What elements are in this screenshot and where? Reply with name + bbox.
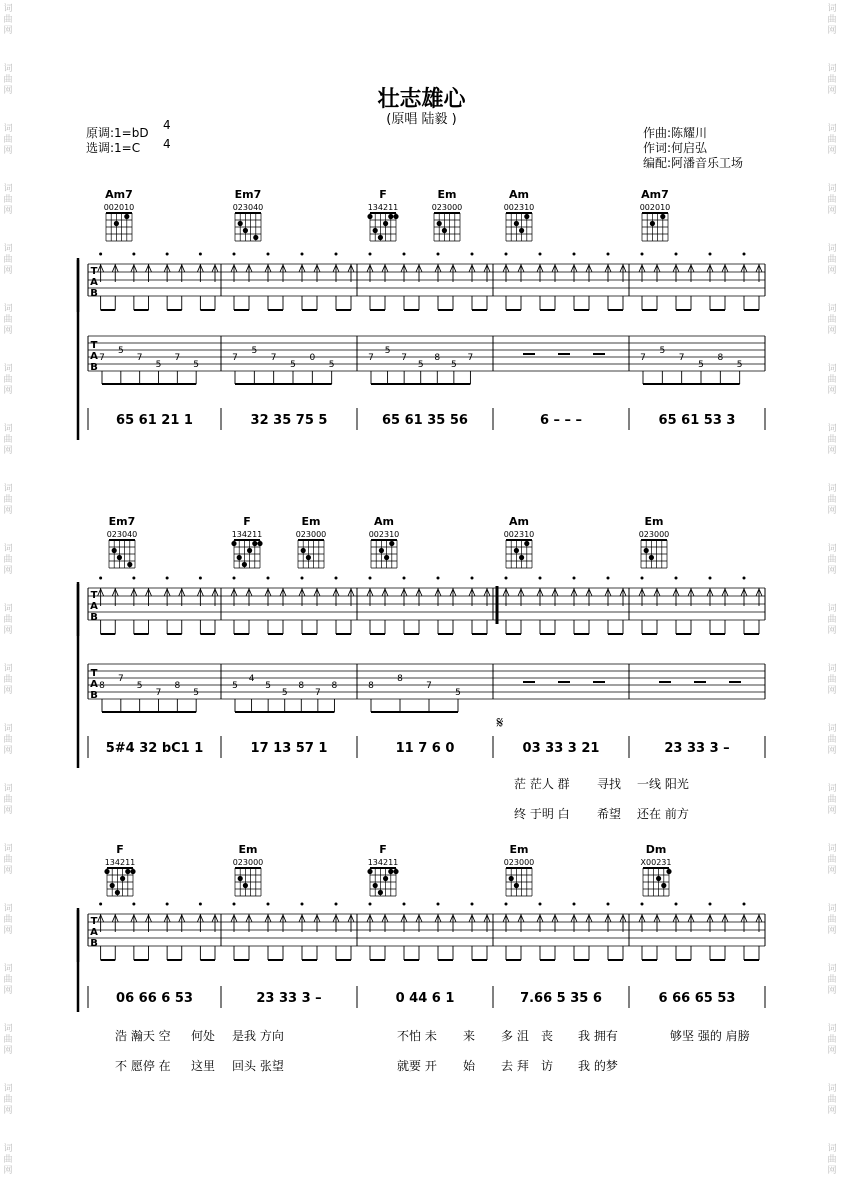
tab-fret-number: 5 <box>193 688 200 698</box>
tab-clef: A <box>90 351 98 362</box>
lyric-text: 不 愿停 在 <box>115 1059 171 1073</box>
accent-dot <box>505 903 508 906</box>
watermark-text: 词 曲 网 <box>827 4 837 36</box>
tab-clef: B <box>90 938 98 949</box>
jianpu-notes: 03 33 3 21 <box>522 741 600 756</box>
chord-dot <box>388 214 393 219</box>
chord-dot <box>112 548 117 553</box>
chord-dot <box>367 214 372 219</box>
segno-sign: 𝄋 <box>496 713 504 732</box>
lyric-text: 不怕 未 <box>397 1029 437 1043</box>
tab-fret-number: 5 <box>251 346 258 356</box>
chord-name: Am <box>509 515 529 528</box>
accent-dot <box>132 253 135 256</box>
accent-dot <box>505 253 508 256</box>
chord-dot <box>117 555 122 560</box>
accent-dot <box>675 253 678 256</box>
chord-dot <box>110 883 115 888</box>
jianpu-notes: 0 44 6 1 <box>395 991 455 1006</box>
watermark-text: 词 曲 网 <box>827 244 837 276</box>
accent-dot <box>132 903 135 906</box>
accent-dot <box>539 903 542 906</box>
tab-fret-number: 5 <box>328 360 335 370</box>
chord-fingering: 023040 <box>232 203 264 212</box>
accent-dot <box>403 577 406 580</box>
accent-dot <box>199 903 202 906</box>
chord-name: Em <box>238 843 258 856</box>
watermark-text: 词 曲 网 <box>3 904 13 936</box>
lyric-text: 回头 张望 <box>232 1059 284 1073</box>
jianpu-notes: 65 61 53 3 <box>658 413 736 428</box>
watermark-text: 词 曲 网 <box>827 664 837 696</box>
accent-dot <box>132 577 135 580</box>
time-signature-bottom: 4 <box>163 137 171 151</box>
chord-name: Am7 <box>641 188 669 201</box>
accent-dot <box>743 903 746 906</box>
accent-dot <box>709 253 712 256</box>
jianpu-notes: 23 33 3 – <box>256 991 322 1006</box>
tab-fret-number: 0 <box>309 353 316 363</box>
tab-fret-number: 8 <box>368 681 374 691</box>
accent-dot <box>437 577 440 580</box>
accent-dot <box>335 253 338 256</box>
watermark-text: 词 曲 网 <box>3 1024 13 1056</box>
accent-dot <box>743 577 746 580</box>
lyric-text: 希望 <box>597 807 622 821</box>
tab-fret-number: 5 <box>384 346 391 356</box>
tab-fret-number: 7 <box>117 674 124 684</box>
watermark-text: 词 曲 网 <box>827 784 837 816</box>
chord-dot <box>247 548 252 553</box>
tab-fret-number: 8 <box>397 674 403 684</box>
chord-fingering: 023000 <box>232 858 264 867</box>
watermark-text: 词 曲 网 <box>827 844 837 876</box>
watermark-text: 词 曲 网 <box>3 364 13 396</box>
lyric-text: 这里 <box>191 1059 216 1073</box>
tab-fret-number: 4 <box>248 674 255 684</box>
watermark-text: 词 曲 网 <box>3 304 13 336</box>
chord-dot <box>130 869 135 874</box>
accent-dot <box>369 903 372 906</box>
lyric-text: 始 <box>463 1059 476 1073</box>
key-selected: 选调:1=C <box>86 141 141 155</box>
watermark-text: 词 曲 网 <box>827 544 837 576</box>
accent-dot <box>199 577 202 580</box>
jianpu-notes: 65 61 21 1 <box>116 413 193 428</box>
accent-dot <box>267 577 270 580</box>
tab-fret-number: 7 <box>314 688 321 698</box>
accent-dot <box>267 903 270 906</box>
accent-dot <box>267 253 270 256</box>
lyric-text: 够坚 强的 肩膀 <box>670 1029 750 1043</box>
chord-dot <box>231 541 236 546</box>
accent-dot <box>301 253 304 256</box>
lyric-text: 丧 <box>541 1029 554 1043</box>
tab-clef: B <box>90 612 98 623</box>
tab-clef: A <box>90 679 98 690</box>
accent-dot <box>709 577 712 580</box>
chord-dot <box>127 562 132 567</box>
accent-dot <box>675 577 678 580</box>
accent-dot <box>743 253 746 256</box>
accent-dot <box>166 577 169 580</box>
chord-dot <box>378 235 383 240</box>
tab-fret-number: 8 <box>298 681 305 691</box>
chord-dot <box>120 876 125 881</box>
chord-fingering: 023040 <box>106 530 138 539</box>
chord-name: F <box>116 843 124 856</box>
jianpu-notes: 11 7 6 0 <box>395 741 455 756</box>
lyric-text: 浩 瀚天 空 <box>115 1029 171 1043</box>
tab-fret-number: 8 <box>717 353 724 363</box>
chord-name: Em <box>509 843 529 856</box>
chord-dot <box>124 214 129 219</box>
accent-dot <box>641 903 644 906</box>
watermark-text: 词 曲 网 <box>3 724 13 756</box>
accent-dot <box>199 253 202 256</box>
key-original: 原调:1=bD <box>86 126 149 140</box>
watermark-text: 词 曲 网 <box>827 1024 837 1056</box>
watermark-text: 词 曲 网 <box>3 184 13 216</box>
chord-name: F <box>243 515 251 528</box>
chord-dot <box>389 541 394 546</box>
chord-dot <box>115 890 120 895</box>
watermark-text: 词 曲 网 <box>3 784 13 816</box>
chord-dot <box>379 548 384 553</box>
tab-fret-number: 5 <box>117 346 124 356</box>
tab-fret-number: 5 <box>136 681 143 691</box>
chord-fingering: 002010 <box>103 203 135 212</box>
jianpu-notes: 06 66 6 53 <box>116 991 193 1006</box>
chord-name: Em7 <box>108 515 136 528</box>
watermark-text: 词 曲 网 <box>827 64 837 96</box>
chord-dot <box>514 548 519 553</box>
chord-dot <box>243 883 248 888</box>
accent-dot <box>505 577 508 580</box>
chord-dot <box>437 221 442 226</box>
chord-dot <box>253 235 258 240</box>
chord-dot <box>656 876 661 881</box>
watermark-text: 词 曲 网 <box>3 544 13 576</box>
jianpu-notes: 23 33 3 – <box>664 741 730 756</box>
lyric-text: 是我 方向 <box>232 1029 284 1043</box>
accent-dot <box>233 577 236 580</box>
watermark-text: 词 曲 网 <box>3 844 13 876</box>
chord-fingering: 023000 <box>503 858 535 867</box>
tab-fret-number: 7 <box>99 353 105 363</box>
accent-dot <box>471 903 474 906</box>
composer: 作曲:陈耀川 <box>643 126 708 140</box>
chord-fingering: 002310 <box>503 203 535 212</box>
jianpu-notes: 6 66 65 53 <box>658 991 736 1006</box>
tab-clef: T <box>90 916 98 927</box>
watermark-text: 词 曲 网 <box>827 184 837 216</box>
accent-dot <box>573 253 576 256</box>
watermark-text: 词 曲 网 <box>3 124 13 156</box>
watermark-text: 词 曲 网 <box>3 484 13 516</box>
chord-fingering: 134211 <box>231 530 263 539</box>
tab-clef: T <box>90 590 98 601</box>
tab-fret-number: 8 <box>331 681 338 691</box>
chord-dot <box>373 883 378 888</box>
tab-fret-number: 7 <box>136 353 143 363</box>
watermark-text: 词 曲 网 <box>3 244 13 276</box>
accent-dot <box>403 253 406 256</box>
chord-dot <box>514 221 519 226</box>
chord-fingering: 134211 <box>367 203 399 212</box>
chord-dot <box>104 869 109 874</box>
tab-fret-number: 7 <box>467 353 474 363</box>
watermark-text: 词 曲 网 <box>827 1084 837 1116</box>
chord-dot <box>242 562 247 567</box>
lyric-text: 就要 开 <box>397 1059 437 1073</box>
tab-fret-number: 5 <box>450 360 457 370</box>
lyric-text: 终 于明 白 <box>514 807 570 821</box>
accent-dot <box>437 903 440 906</box>
chord-dot <box>649 555 654 560</box>
tab-fret-number: 7 <box>155 688 162 698</box>
accent-dot <box>539 253 542 256</box>
tab-clef: A <box>90 277 98 288</box>
chord-dot <box>524 541 529 546</box>
accent-dot <box>99 903 102 906</box>
accent-dot <box>403 903 406 906</box>
jianpu-notes: 65 61 35 56 <box>382 413 468 428</box>
tab-fret-number: 7 <box>270 353 277 363</box>
tab-fret-number: 5 <box>417 360 424 370</box>
accent-dot <box>709 903 712 906</box>
accent-dot <box>233 253 236 256</box>
chord-dot <box>383 876 388 881</box>
lyric-text: 何处 <box>191 1029 216 1043</box>
accent-dot <box>437 253 440 256</box>
accent-dot <box>607 903 610 906</box>
chord-dot <box>252 541 257 546</box>
jianpu-notes: 32 35 75 5 <box>250 413 328 428</box>
chord-dot <box>519 228 524 233</box>
chord-name: Am <box>374 515 394 528</box>
watermark-text: 词 曲 网 <box>827 304 837 336</box>
chord-dot <box>388 869 393 874</box>
chord-fingering: 134211 <box>104 858 136 867</box>
watermark-text: 词 曲 网 <box>827 1144 837 1176</box>
chord-dot <box>509 876 514 881</box>
accent-dot <box>573 903 576 906</box>
chord-dot <box>666 869 671 874</box>
chord-name: Am7 <box>105 188 133 201</box>
lyric-text: 寻找 <box>597 777 622 791</box>
chord-dot <box>650 221 655 226</box>
chord-dot <box>514 883 519 888</box>
time-signature-top: 4 <box>163 118 171 132</box>
tab-fret-number: 7 <box>232 353 238 363</box>
chord-fingering: 023000 <box>295 530 327 539</box>
watermark-text: 词 曲 网 <box>827 964 837 996</box>
accent-dot <box>471 577 474 580</box>
watermark-text: 词 曲 网 <box>3 64 13 96</box>
accent-dot <box>641 577 644 580</box>
accent-dot <box>335 577 338 580</box>
lyric-text: 茫 茫人 群 <box>514 777 570 791</box>
chord-fingering: 023000 <box>638 530 670 539</box>
chord-dot <box>660 214 665 219</box>
lyric-text: 访 <box>541 1059 554 1073</box>
accent-dot <box>233 903 236 906</box>
accent-dot <box>641 253 644 256</box>
chord-dot <box>238 221 243 226</box>
tab-fret-number: 5 <box>155 360 162 370</box>
tab-fret-number: 5 <box>290 360 296 370</box>
watermark-text: 词 曲 网 <box>3 664 13 696</box>
chord-dot <box>306 555 311 560</box>
jianpu-notes: 7.66 5 35 6 <box>520 991 602 1006</box>
tab-fret-number: 7 <box>640 353 646 363</box>
tab-fret-number: 7 <box>401 353 408 363</box>
tab-fret-number: 5 <box>659 346 666 356</box>
lyricist: 作词:何启弘 <box>643 141 708 155</box>
song-subtitle: (原唱 陆毅 ) <box>386 112 457 127</box>
watermark-text: 词 曲 网 <box>827 124 837 156</box>
tab-fret-number: 5 <box>736 360 743 370</box>
chord-dot <box>383 221 388 226</box>
chord-name: F <box>379 843 387 856</box>
jianpu-notes: 6 – – – <box>539 413 583 428</box>
tab-clef: B <box>90 362 98 373</box>
lyric-text: 一线 阳光 <box>637 777 689 791</box>
lyric-text: 来 <box>463 1029 476 1043</box>
chord-dot <box>384 555 389 560</box>
tab-clef: T <box>90 266 98 277</box>
accent-dot <box>99 253 102 256</box>
chord-name: Em <box>644 515 664 528</box>
watermark-text: 词 曲 网 <box>3 964 13 996</box>
tab-fret-number: 5 <box>281 688 288 698</box>
tab-fret-number: 8 <box>99 681 105 691</box>
tab-fret-number: 5 <box>698 360 704 370</box>
watermark-text: 词 曲 网 <box>3 604 13 636</box>
tab-fret-number: 5 <box>193 360 200 370</box>
chord-dot <box>661 883 666 888</box>
chord-dot <box>378 890 383 895</box>
watermark-text: 词 曲 网 <box>3 1084 13 1116</box>
chord-dot <box>519 555 524 560</box>
accent-dot <box>301 577 304 580</box>
tab-clef: B <box>90 690 98 701</box>
chord-fingering: 002310 <box>368 530 400 539</box>
accent-dot <box>539 577 542 580</box>
chord-fingering: 002010 <box>639 203 671 212</box>
chord-name: Am <box>509 188 529 201</box>
watermark-text: 词 曲 网 <box>3 4 13 36</box>
tab-fret-number: 8 <box>434 353 441 363</box>
chord-name: Em <box>301 515 321 528</box>
tab-fret-number: 7 <box>368 353 374 363</box>
watermark-text: 词 曲 网 <box>827 424 837 456</box>
chord-dot <box>373 228 378 233</box>
arranger: 编配:阿潘音乐工场 <box>643 156 744 170</box>
watermark-text: 词 曲 网 <box>827 724 837 756</box>
watermark-text: 词 曲 网 <box>3 1144 13 1176</box>
chord-dot <box>524 214 529 219</box>
chord-dot <box>237 555 242 560</box>
accent-dot <box>99 577 102 580</box>
accent-dot <box>471 253 474 256</box>
chord-dot <box>125 869 130 874</box>
watermark-text: 词 曲 网 <box>827 364 837 396</box>
tab-clef: A <box>90 601 98 612</box>
chord-dot <box>238 876 243 881</box>
accent-dot <box>369 577 372 580</box>
chord-dot <box>644 548 649 553</box>
lyric-text: 我 的梦 <box>578 1059 618 1073</box>
tab-fret-number: 7 <box>174 353 181 363</box>
chord-dot <box>393 214 398 219</box>
chord-name: Dm <box>645 843 667 856</box>
chord-dot <box>243 228 248 233</box>
jianpu-notes: 17 13 57 1 <box>250 741 328 756</box>
chord-fingering: 134211 <box>367 858 399 867</box>
tab-fret-number: 7 <box>678 353 685 363</box>
accent-dot <box>573 577 576 580</box>
chord-dot <box>114 221 119 226</box>
accent-dot <box>166 253 169 256</box>
watermark-text: 词 曲 网 <box>827 484 837 516</box>
tab-clef: B <box>90 288 98 299</box>
lyric-text: 我 拥有 <box>578 1029 618 1043</box>
chord-name: F <box>379 188 387 201</box>
chord-dot <box>257 541 262 546</box>
accent-dot <box>335 903 338 906</box>
accent-dot <box>166 903 169 906</box>
chord-fingering: X00231 <box>640 858 672 867</box>
chord-name: Em7 <box>234 188 262 201</box>
chord-name: Em <box>437 188 457 201</box>
chord-dot <box>367 869 372 874</box>
watermark-text: 词 曲 网 <box>827 604 837 636</box>
watermark-text: 词 曲 网 <box>3 424 13 456</box>
tab-fret-number: 5 <box>455 688 461 698</box>
tab-clef: T <box>90 668 98 679</box>
accent-dot <box>369 253 372 256</box>
song-title: 壮志雄心 <box>377 87 466 112</box>
chord-dot <box>393 869 398 874</box>
accent-dot <box>301 903 304 906</box>
tab-fret-number: 8 <box>174 681 181 691</box>
accent-dot <box>607 577 610 580</box>
chord-fingering: 023000 <box>431 203 463 212</box>
watermark-text: 词 曲 网 <box>827 904 837 936</box>
tab-fret-number: 5 <box>265 681 272 691</box>
chord-dot <box>301 548 306 553</box>
tab-fret-number: 7 <box>426 681 432 691</box>
accent-dot <box>675 903 678 906</box>
lyric-text: 去 拜 <box>501 1059 529 1073</box>
accent-dot <box>607 253 610 256</box>
lyric-text: 还在 前方 <box>637 807 689 821</box>
jianpu-notes: 5#4 32 bC1 1 <box>105 741 204 756</box>
tab-fret-number: 5 <box>232 681 238 691</box>
chord-dot <box>442 228 447 233</box>
tab-clef: T <box>90 340 98 351</box>
tab-clef: A <box>90 927 98 938</box>
lyric-text: 多 沮 <box>501 1029 529 1043</box>
chord-fingering: 002310 <box>503 530 535 539</box>
